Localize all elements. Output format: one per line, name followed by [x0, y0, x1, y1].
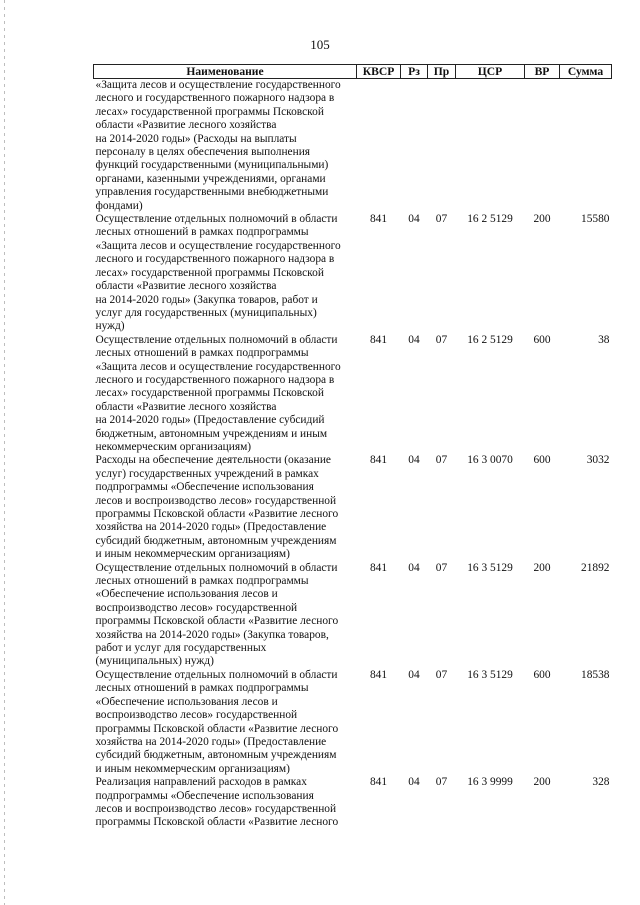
table-row — [94, 454, 612, 561]
cell-sum — [560, 79, 612, 214]
cell-kvsr — [357, 79, 401, 214]
cell-sum: 21892 — [581, 561, 610, 574]
cell-pr: 07 — [435, 561, 448, 574]
cell-rz: 04 — [408, 668, 420, 681]
cell-kvsr: 841 — [369, 213, 388, 226]
cell-csr: 16 3 5129 — [467, 561, 513, 574]
cell-sum: 15580 — [581, 213, 610, 226]
header-rz: Рз — [401, 65, 428, 79]
cell-pr: 07 — [435, 668, 448, 681]
cell-kvsr: 841 — [369, 668, 388, 681]
cell-name: Осуществление отдельных полномочий в области лесных отношений в рамках подпрограммы «Обеспечение использования лесов и воспроизводство лесов» государственной программы Псковской области «Развитие лесного хозяйства на 2014-2020 годы» (Предоставление субсидий бюджетным, автономным учреждениям и иным некоммерческим организациям) — [95, 668, 339, 775]
cell-rz: 04 — [408, 776, 420, 789]
cell-csr: 16 3 5129 — [467, 668, 513, 681]
scan-edge-rule — [4, 0, 5, 905]
cell-csr: 16 2 5129 — [467, 213, 513, 226]
table-row — [94, 776, 612, 830]
table-row — [94, 334, 612, 455]
header-csr: ЦСР — [456, 65, 525, 79]
cell-sum: 3032 — [586, 454, 610, 467]
cell-csr: 16 3 0070 — [467, 454, 513, 467]
cell-sum: 18538 — [581, 668, 610, 681]
cell-rz: 04 — [408, 333, 420, 346]
cell-name: Осуществление отдельных полномочий в области лесных отношений в рамках подпрограммы «Защита лесов и осуществление государственного лесного и государственного пожарного надзора в лесах» государственной программы Псковской области «Развитие лесного хозяйства на 2014-2020 годы» (Предоставление субсидий бюджетным, автономным учреждениям и иным некоммерческим организациям) — [95, 333, 341, 453]
cell-name: Расходы на обеспечение деятельности (оказание услуг) государственных учреждений в рамках подпрограммы «Обеспечение использования лесов и воспроизводство лесов» государственной программы Псковской области «Развитие лесного хозяйства на 2014-2020 годы» (Предоставление субсидий бюджетным, автономным учреждениям и иным некоммерческим организациям) — [95, 454, 339, 561]
page-number: 105 — [310, 37, 330, 52]
cell-name: Осуществление отдельных полномочий в области лесных отношений в рамках подпрограммы «Защита лесов и осуществление государственного лесного и государственного пожарного надзора в лесах» государственной программы Псковской области «Развитие лесного хозяйства на 2014-2020 годы» (Закупка товаров, работ и услуг для государственных (муниципальных) нужд) — [95, 213, 341, 333]
table-row — [94, 669, 612, 776]
cell-vr: 200 — [533, 561, 551, 574]
table-row — [94, 213, 612, 334]
cell-vr — [525, 79, 560, 214]
cell-csr: 16 3 9999 — [467, 776, 513, 789]
header-vr: ВР — [525, 65, 560, 79]
cell-name: «Защита лесов и осуществление государственного лесного и государственного пожарного надзора в лесах» государственной программы Псковской области «Развитие лесного хозяйства на 2014-2020 годы» (Расходы на выплаты персоналу в целях обеспечения выполнения функций государственными (муниципальными) органами, казенными учреждениями, органами управления государственными внебюджетными фондами) — [95, 79, 341, 212]
cell-vr: 600 — [533, 668, 551, 681]
cell-name: Реализация направлений расходов в рамках подпрограммы «Обеспечение использования лесов и воспроизводство лесов» государственной программы Псковской области «Развитие лесного — [95, 776, 339, 829]
cell-rz: 04 — [408, 213, 420, 226]
cell-rz — [401, 79, 428, 214]
cell-pr — [428, 79, 456, 214]
cell-pr: 07 — [435, 776, 448, 789]
cell-vr: 200 — [533, 213, 551, 226]
cell-pr: 07 — [435, 454, 448, 467]
table-body — [94, 79, 612, 830]
cell-rz: 04 — [408, 561, 420, 574]
table-row — [94, 562, 612, 669]
header-sum: Сумма — [560, 65, 612, 79]
header-kvsr: КВСР — [357, 65, 401, 79]
cell-kvsr: 841 — [369, 333, 388, 346]
header-pr: Пр — [428, 65, 456, 79]
cell-kvsr: 841 — [369, 776, 388, 789]
table-row — [94, 79, 612, 214]
cell-csr: 16 2 5129 — [467, 333, 513, 346]
cell-kvsr: 841 — [369, 454, 388, 467]
cell-vr: 600 — [533, 454, 551, 467]
table-header — [94, 65, 612, 79]
cell-pr: 07 — [435, 213, 448, 226]
cell-sum: 38 — [598, 333, 610, 346]
header-name: Наименование — [94, 65, 357, 79]
header-row — [94, 65, 612, 79]
cell-rz: 04 — [408, 454, 420, 467]
cell-vr: 200 — [533, 776, 551, 789]
cell-csr — [456, 79, 525, 214]
cell-pr: 07 — [435, 333, 448, 346]
cell-sum: 328 — [592, 776, 610, 789]
cell-name: Осуществление отдельных полномочий в области лесных отношений в рамках подпрограммы «Обеспечение использования лесов и воспроизводство лесов» государственной программы Псковской области «Развитие лесного хозяйства на 2014-2020 годы» (Закупка товаров, работ и услуг для государственных (муниципальных) нужд) — [95, 561, 339, 668]
cell-vr: 600 — [533, 333, 551, 346]
cell-kvsr: 841 — [369, 561, 388, 574]
budget-table — [93, 64, 612, 830]
